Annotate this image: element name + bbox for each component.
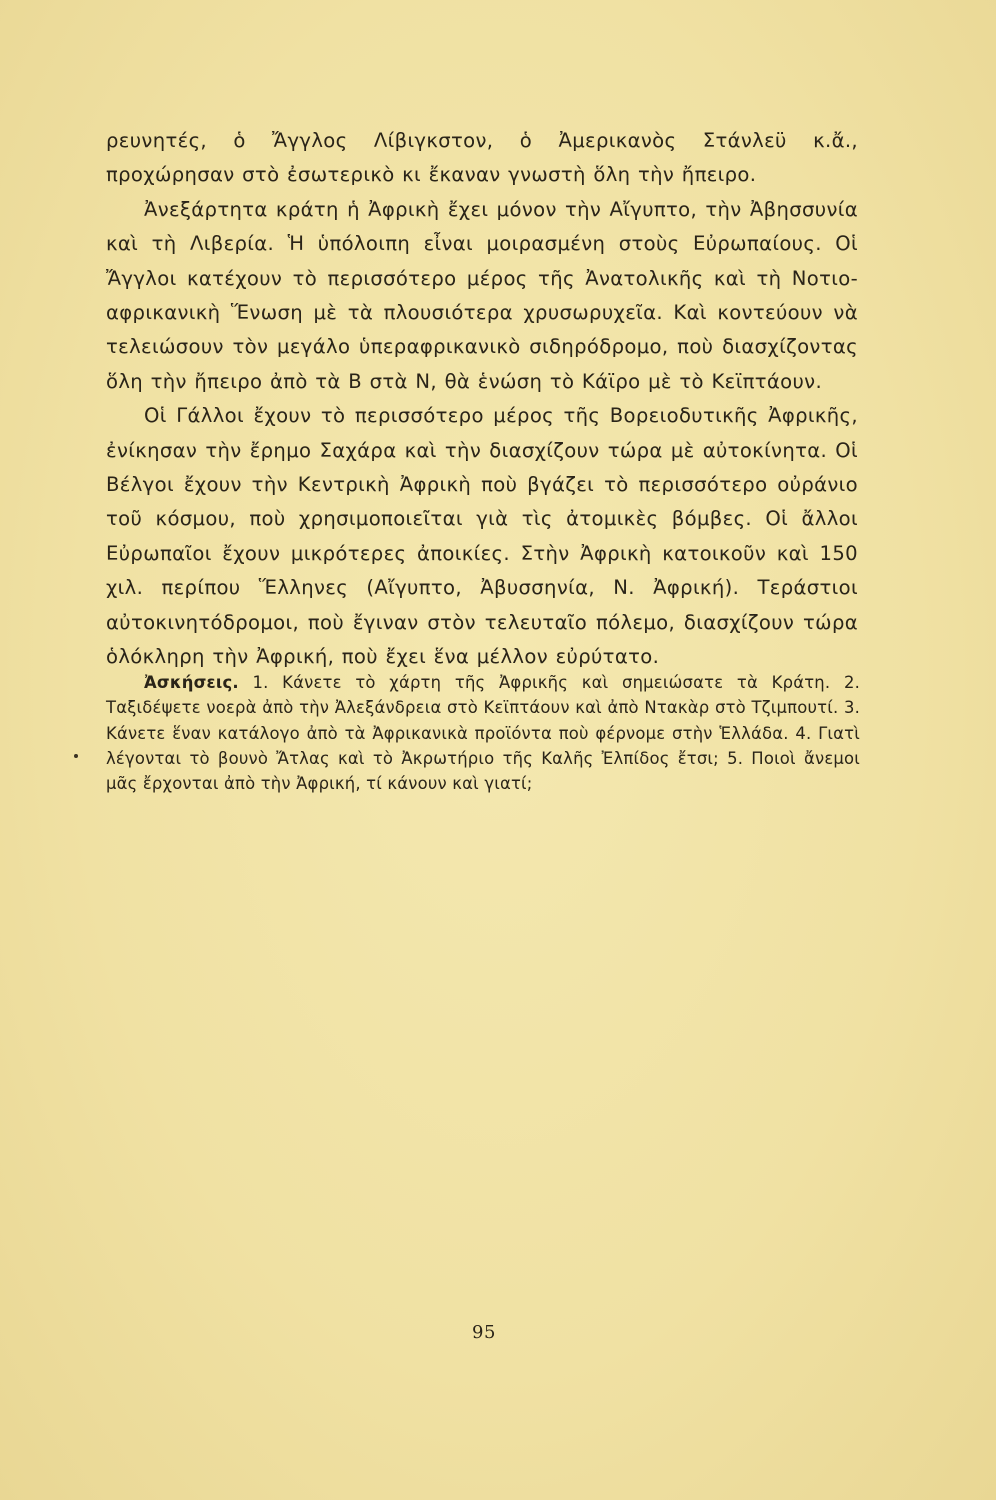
exercises-heading: Ἀσκήσεις.	[144, 673, 239, 692]
page-number: 95	[472, 1322, 496, 1343]
margin-dot-mark	[74, 754, 78, 758]
paragraph-continuation: ρευνητές, ὁ Ἄγγλος Λίβιγκστον, ὁ Ἀμερικανὸς Στάνλεϋ κ.ἄ., προχώρησαν στὸ ἐσωτερικὸ κι ἔκαναν γνωστὴ ὅλη τὴν ἤπειρο.	[106, 129, 858, 187]
exercises-text: 1. Κάνετε τὸ χάρτη τῆς Ἀφρικῆς καὶ σημειώσατε τὰ Κράτη. 2. Ταξιδέψετε νοερὰ ἀπὸ τὴν Ἀλεξάνδρεια στὸ Κεϊπτάουν καὶ ἀπὸ Ντακὰρ στὸ Τζιμπουτί. 3. Κάνετε ἕναν κατάλογο ἀπὸ τὰ Ἀφρικανικὰ προϊόντα ποὺ φέρνομε στὴν Ἑλλάδα. 4. Γιατὶ λέγονται τὸ βουνὸ Ἄτλας καὶ τὸ Ἀκρωτήριο τῆς Καλῆς Ἐλπίδος ἔτσι; 5. Ποιοὶ ἄνεμοι μᾶς ἔρχονται ἀπὸ τὴν Ἀφρική, τί κάνουν καὶ γιατί;	[106, 673, 860, 794]
main-text	[106, 124, 858, 675]
paragraph-independent-states: Ἀνεξάρτητα κράτη ἡ Ἀφρικὴ ἔχει μόνον τὴν Αἴγυπτο, τὴν Ἀβησσυνία καὶ τὴ Λιβερία. Ἡ ὑπόλοιπη εἶναι μοιρασμένη στοὺς Εὐρωπαίους. Οἱ Ἄγγλοι κατέχουν τὸ περισσότερο μέρος τῆς Ἀνατολικῆς καὶ τὴ Νοτιο-αφρικανικὴ Ἕνωση μὲ τὰ πλουσιότερα χρυσωρυχεῖα. Καὶ κοντεύουν νὰ τελειώσουν τὸν μεγάλο ὑπεραφρικανικὸ σιδηρόδρομο, ποὺ διασχίζοντας ὅλη τὴν ἤπειρο ἀπὸ τὰ Β στὰ Ν, θὰ ἑνώση τὸ Κάϊρο μὲ τὸ Κεϊπτάουν.	[106, 197, 858, 393]
paragraph-french-belgian: Οἱ Γάλλοι ἔχουν τὸ περισσότερο μέρος τῆς Βορειοδυτικῆς Ἀφρικῆς, ἐνίκησαν τὴν ἔρημο Σαχάρα καὶ τὴν διασχίζουν τώρα μὲ αὐτοκίνητα. Οἱ Βέλγοι ἔχουν τὴν Κεντρικὴ Ἀφρικὴ ποὺ βγάζει τὸ περισσότερο οὐράνιο τοῦ κόσμου, ποὺ χρησιμοποιεῖται γιὰ τὶς ἀτομικὲς βόμβες. Οἱ ἄλλοι Εὐρωπαῖοι ἔχουν μικρότερες ἀποικίες. Στὴν Ἀφρικὴ κατοικοῦν καὶ 150 χιλ. περίπου Ἕλληνες (Αἴγυπτο, Ἀβυσσηνία, Ν. Ἀφρική). Τεράστιοι αὐτοκινητόδρομοι, ποὺ ἔγιναν στὸν τελευταῖο πόλεμο, διασχίζουν τώρα ὁλόκληρη τὴν Ἀφρική, ποὺ ἔχει ἕνα μέλλον εὐρύτατο.	[106, 404, 858, 669]
exercises-block	[106, 670, 860, 796]
